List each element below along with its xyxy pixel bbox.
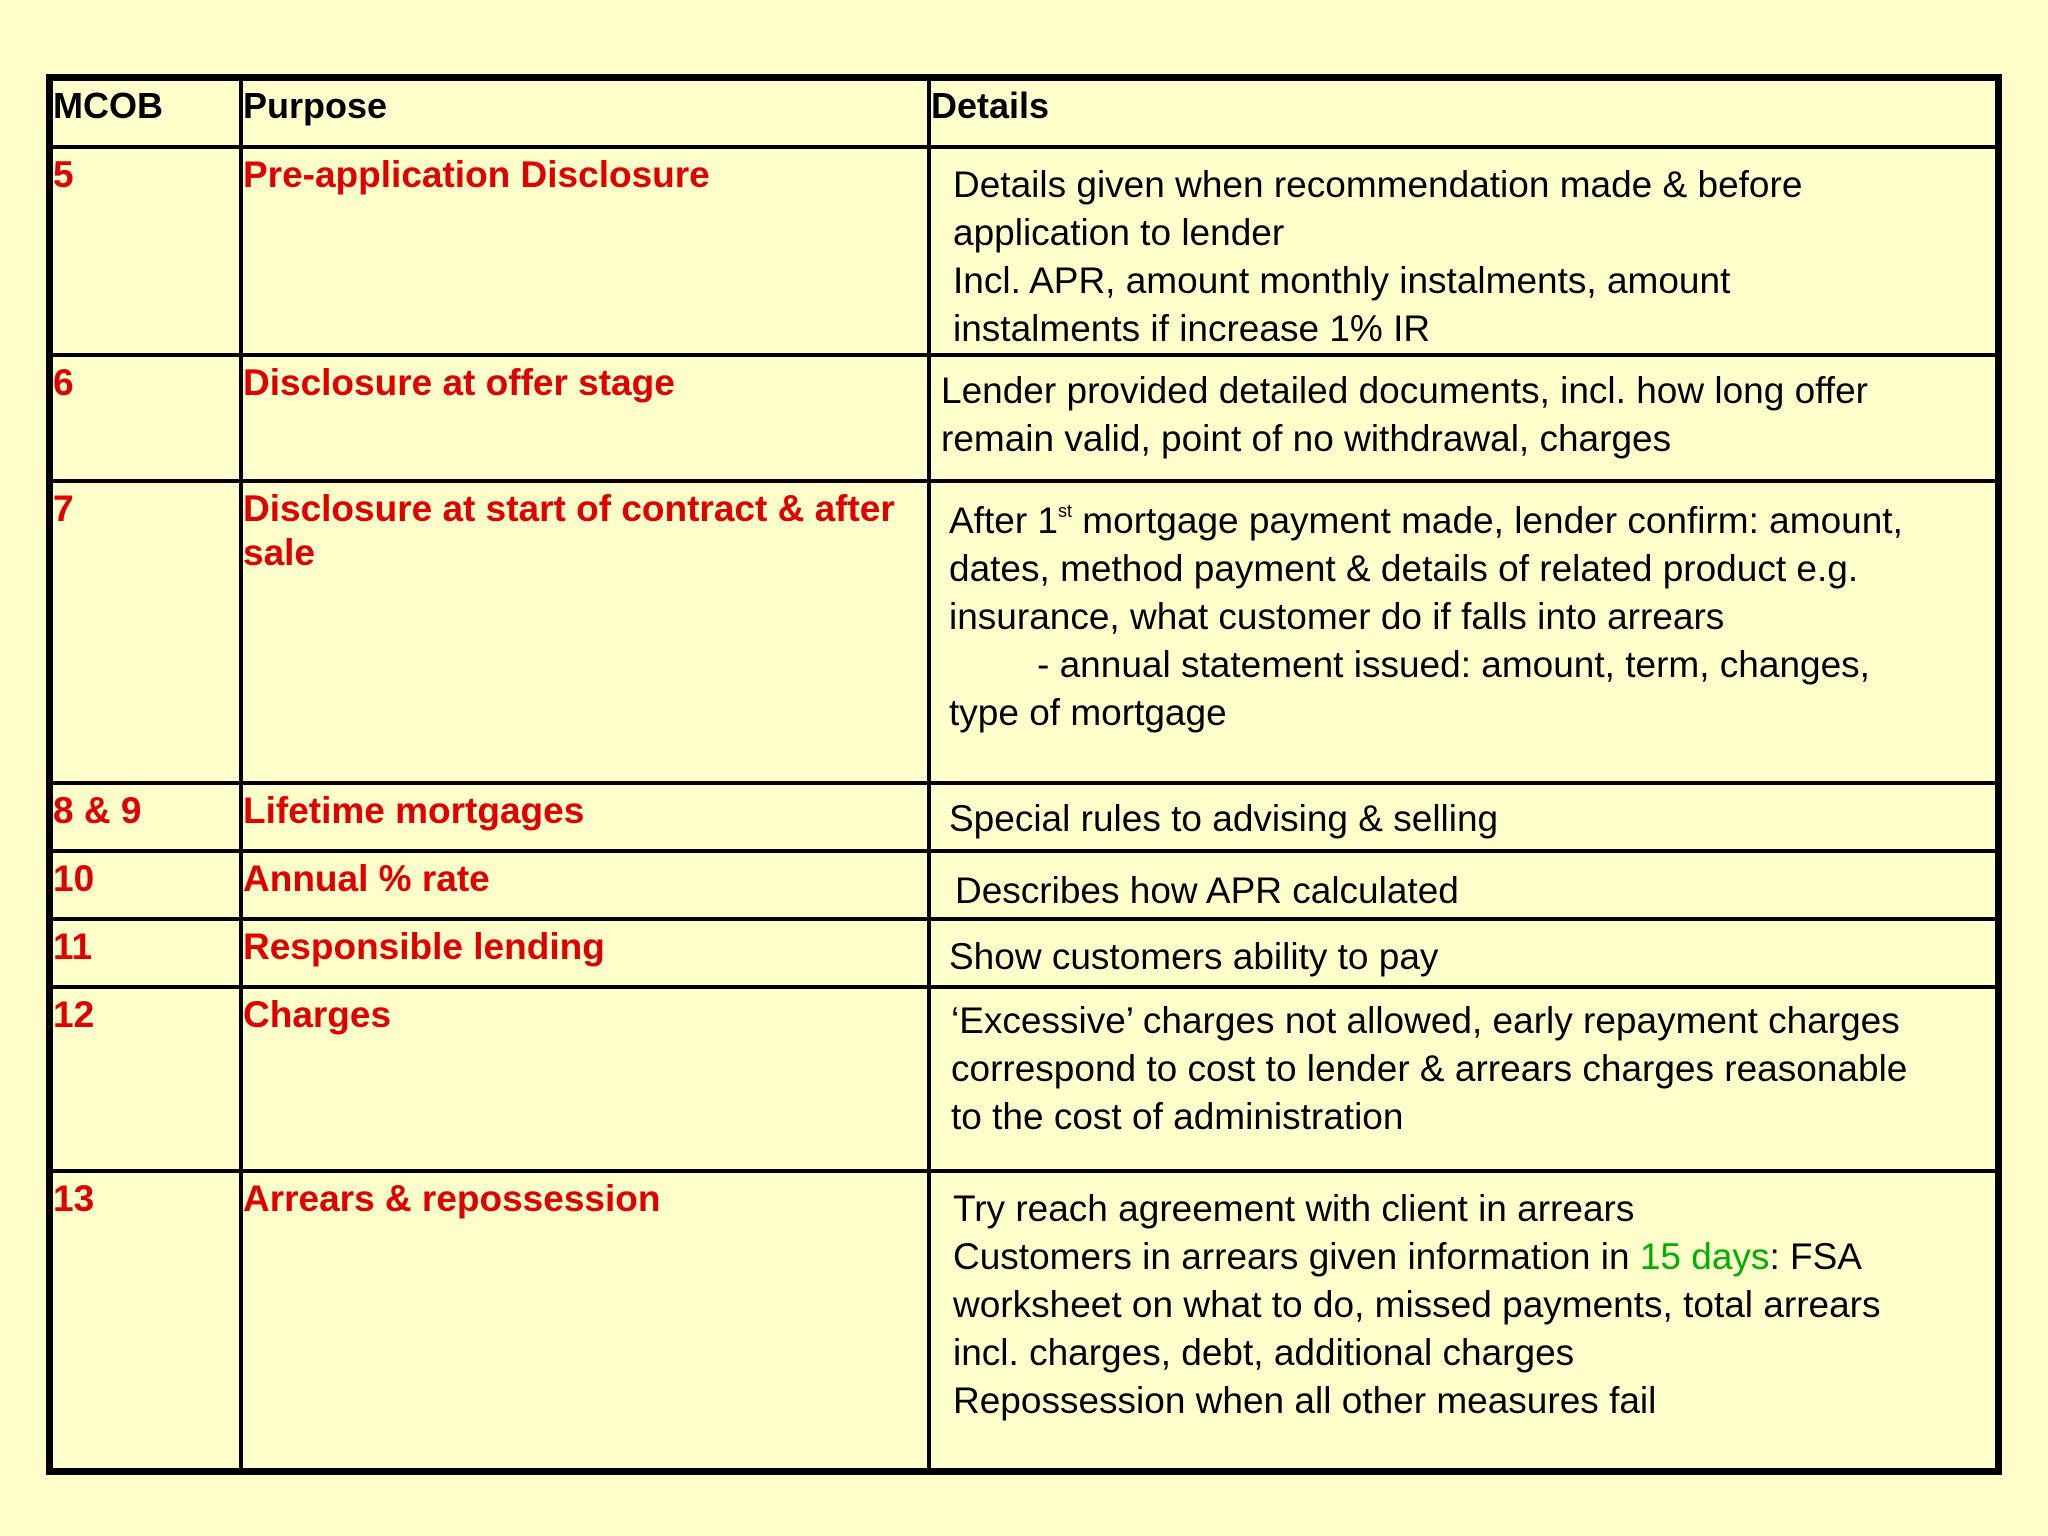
purpose-text: Annual % rate: [241, 851, 929, 919]
mcob-code: 7: [53, 481, 241, 783]
mcob-code: 8 & 9: [53, 783, 241, 851]
details-line: Show customers ability to pay: [949, 936, 1439, 977]
details-line: Describes how APR calculated: [955, 870, 1459, 911]
details-line: to the cost of administration: [951, 1096, 1404, 1137]
purpose-text: Charges: [241, 987, 929, 1171]
details-line: remain valid, point of no withdrawal, charges: [941, 418, 1672, 459]
details-text: After 1: [949, 500, 1058, 541]
details-line: insurance, what customer do if falls into arrears: [949, 596, 1725, 637]
details-line: ‘Excessive’ charges not allowed, early repayment charges: [951, 1000, 1900, 1041]
header-purpose: Purpose: [241, 81, 929, 147]
mcob-table: [46, 74, 2002, 1475]
details-line: [949, 497, 1995, 545]
header-details: Details: [929, 81, 1995, 147]
purpose-text: Lifetime mortgages: [241, 783, 929, 851]
details-line: type of mortgage: [949, 692, 1227, 733]
purpose-text: Disclosure at offer stage: [241, 355, 929, 481]
details-line: Repossession when all other measures fail: [953, 1380, 1657, 1421]
details-text: mortgage payment made, lender confirm: amount,: [1072, 500, 1903, 541]
mcob-code: 13: [53, 1171, 241, 1468]
details-line: application to lender: [953, 212, 1285, 253]
details-cell: [929, 355, 1995, 481]
table-row: [53, 919, 1995, 987]
details-line: [953, 1233, 1995, 1281]
details-line: worksheet on what to do, missed payments, total arrears: [953, 1284, 1881, 1325]
details-line: incl. charges, debt, additional charges: [953, 1332, 1575, 1373]
purpose-text: Responsible lending: [241, 919, 929, 987]
mcob-table-grid: [53, 81, 1995, 1468]
mcob-code: 6: [53, 355, 241, 481]
mcob-code: 10: [53, 851, 241, 919]
details-line: Incl. APR, amount monthly instalments, amount: [953, 260, 1731, 301]
table-row: [53, 987, 1995, 1171]
details-cell: [929, 1171, 1995, 1468]
details-line: correspond to cost to lender & arrears charges reasonable: [951, 1048, 1908, 1089]
details-line: instalments if increase 1% IR: [953, 308, 1431, 349]
details-cell: [929, 481, 1995, 783]
details-cell: [929, 851, 1995, 919]
ordinal-suffix: st: [1058, 501, 1073, 521]
mcob-code: 5: [53, 147, 241, 355]
details-text: Customers in arrears given information in: [953, 1236, 1640, 1277]
highlight-days: 15 days: [1639, 1236, 1770, 1277]
details-line: dates, method payment & details of related product e.g.: [949, 548, 1859, 589]
purpose-text: Pre-application Disclosure: [241, 147, 929, 355]
table-row: [53, 851, 1995, 919]
table-row: [53, 147, 1995, 355]
table-row: [53, 355, 1995, 481]
details-line: - annual statement issued: amount, term, changes,: [1037, 644, 1870, 685]
details-line: Try reach agreement with client in arrears: [953, 1188, 1635, 1229]
purpose-text: Disclosure at start of contract & after sale: [241, 481, 929, 783]
table-row: [53, 481, 1995, 783]
table-row: [53, 783, 1995, 851]
details-cell: [929, 987, 1995, 1171]
details-line: Details given when recommendation made & before: [953, 164, 1803, 205]
details-cell: [929, 147, 1995, 355]
details-text: : FSA: [1769, 1236, 1862, 1277]
table-row: [53, 1171, 1995, 1468]
purpose-text: Arrears & repossession: [241, 1171, 929, 1468]
mcob-code: 12: [53, 987, 241, 1171]
table-header-row: [53, 81, 1995, 147]
mcob-code: 11: [53, 919, 241, 987]
header-mcob: MCOB: [53, 81, 241, 147]
details-line: Lender provided detailed documents, incl. how long offer: [941, 370, 1868, 411]
details-cell: [929, 783, 1995, 851]
details-cell: [929, 919, 1995, 987]
details-line: Special rules to advising & selling: [949, 798, 1499, 839]
